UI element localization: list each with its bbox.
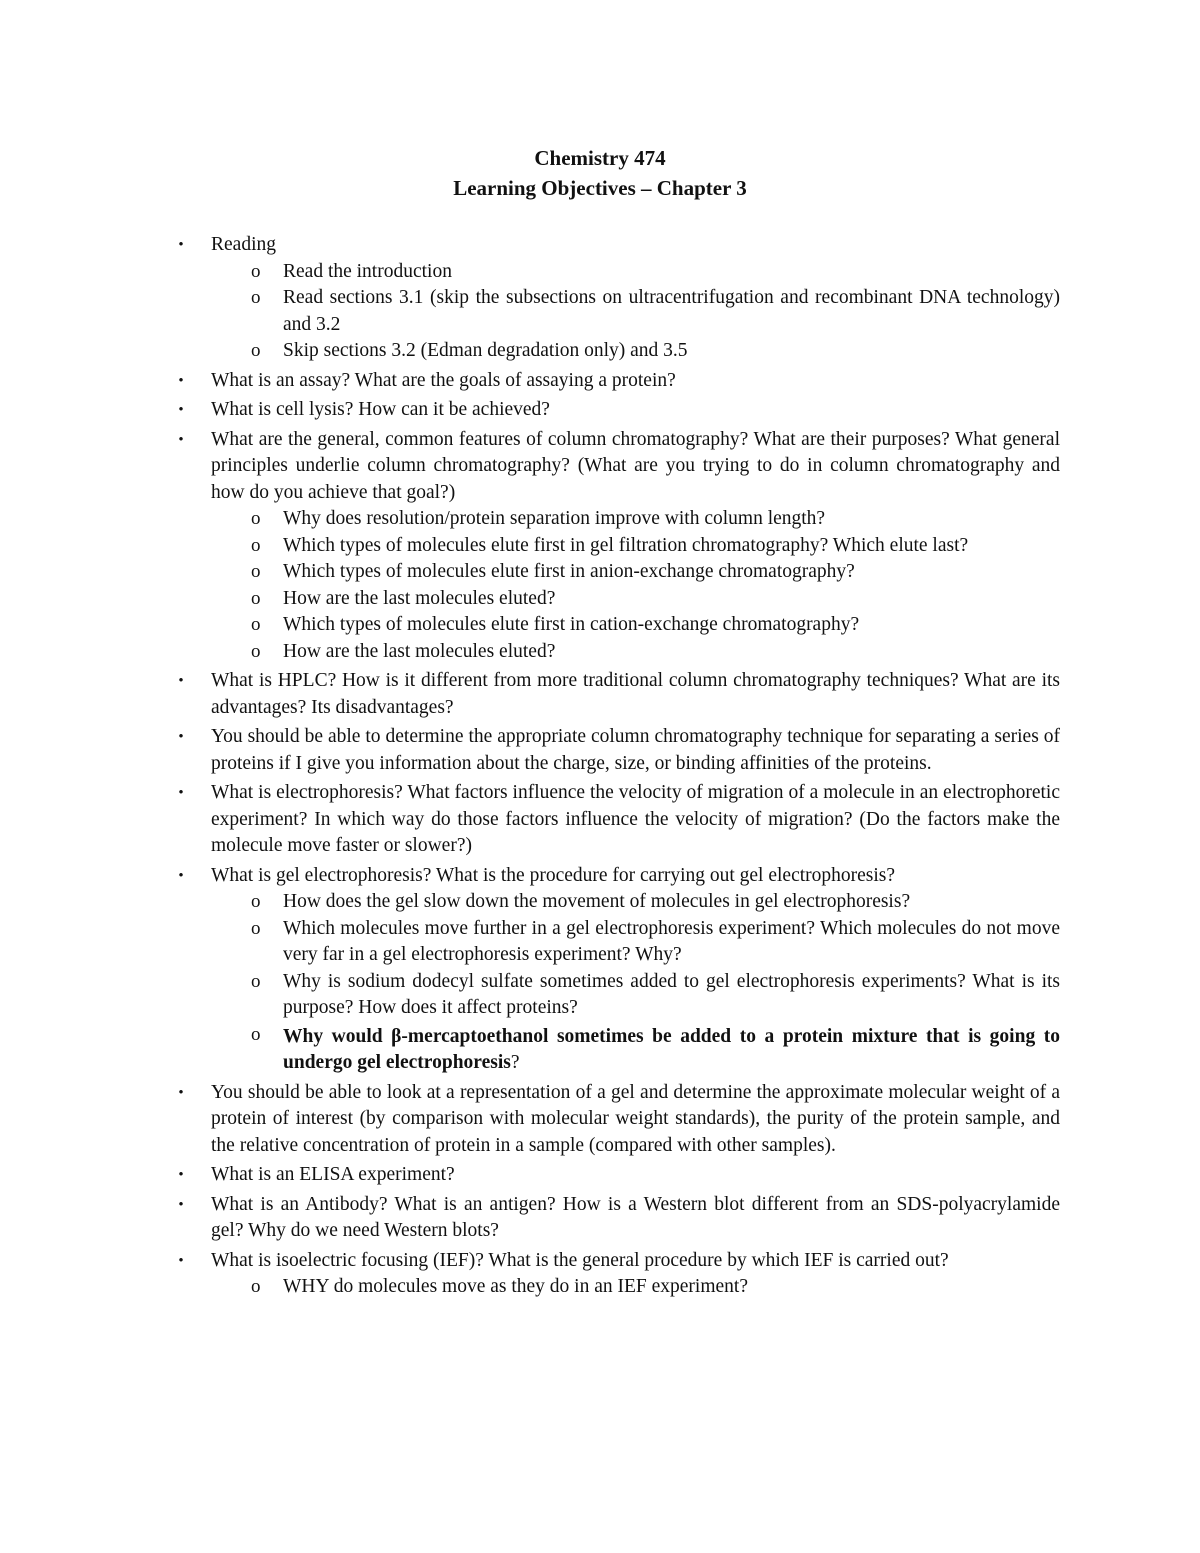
sub-item-text: How are the last molecules eluted? [283, 640, 556, 662]
bullet-icon: • [178, 237, 184, 253]
sub-item-text: Which molecules move further in a gel electrophoresis experiment? Which molecules do not move very far in a gel electrophoresis experiment? Why? [283, 917, 1060, 965]
item-text: Reading [211, 234, 276, 255]
list-item [175, 780, 1060, 860]
sub-list-item [175, 639, 1060, 666]
sub-list-item [175, 889, 1060, 916]
sub-list-item [175, 533, 1060, 560]
item-text: What is an Antibody? What is an antigen? How is a Western blot different from an SDS-polyacrylamide gel? Why do we need Western blots? [211, 1193, 1060, 1241]
sub-list-item [175, 559, 1060, 586]
sub-list-item [175, 285, 1060, 338]
sub-bullet-icon: o [251, 1276, 261, 1297]
list-item [175, 724, 1060, 777]
list-item [175, 368, 1060, 395]
sub-bullet-icon: o [251, 508, 261, 529]
item-text: What is isoelectric focusing (IEF)? What is the general procedure by which IEF is carried out? [211, 1249, 949, 1271]
sub-list-item [175, 586, 1060, 613]
sub-item-text-bold: Why would β-mercaptoethanol sometimes be added to a protein mixture that is going to undergo gel electrophoresis [283, 1025, 1060, 1073]
list-item [175, 232, 1060, 365]
sub-list-item [175, 506, 1060, 533]
sub-item-text: Why is sodium dodecyl sulfate sometimes added to gel electrophoresis experiments? What is its purpose? How does it affect proteins? [283, 970, 1060, 1018]
sub-item-text: Which types of molecules elute first in gel filtration chromatography? Which elute last? [283, 534, 969, 556]
bullet-icon: • [178, 372, 184, 389]
page-subtitle: Learning Objectives – Chapter 3 [453, 176, 747, 200]
list-item [175, 668, 1060, 721]
sub-item-text: How does the gel slow down the movement of molecules in gel electrophoresis? [283, 891, 911, 912]
sub-bullet-icon: o [251, 534, 261, 556]
sub-item-text: Why does resolution/protein separation improve with column length? [283, 508, 826, 529]
bullet-icon: • [178, 1167, 184, 1183]
item-text: What is HPLC? How is it different from more traditional column chromatography techniques? What are its advantages? Its disadvantages? [211, 670, 1060, 718]
sub-bullet-icon: o [251, 891, 261, 912]
sub-bullet-icon: o [251, 1023, 261, 1045]
list-item [175, 427, 1060, 666]
sub-list-item [175, 259, 1060, 286]
sub-list-item [175, 612, 1060, 639]
bullet-icon: • [178, 431, 184, 448]
bullet-icon: • [178, 785, 184, 801]
bullet-icon: • [178, 1196, 184, 1213]
bullet-icon: • [178, 729, 184, 745]
sub-list-item [175, 1022, 1060, 1077]
sub-item-text: Skip sections 3.2 (Edman degradation only) and 3.5 [283, 340, 688, 361]
list-item [175, 1162, 1060, 1189]
sub-bullet-icon: o [251, 614, 261, 635]
sub-bullet-icon: o [251, 561, 261, 582]
sub-bullet-icon: o [251, 587, 261, 609]
bullet-icon: • [178, 402, 184, 418]
item-text: What are the general, common features of column chromatography? What are their purposes? What general principles underlie column chromatography? (What are you trying to do in column chromatography and how do you achieve that goal?) [211, 428, 1060, 503]
item-text: What is cell lysis? How can it be achieved? [211, 399, 550, 420]
sub-bullet-icon: o [251, 917, 261, 939]
sub-item-text: Which types of molecules elute first in cation-exchange chromatography? [283, 614, 860, 635]
list-item [175, 397, 1060, 424]
bullet-icon: • [178, 867, 184, 884]
item-text: What is an assay? What are the goals of assaying a protein? [211, 369, 676, 391]
page-title: Chemistry 474 [534, 146, 666, 170]
sub-bullet-icon: o [251, 970, 261, 992]
item-text: You should be able to determine the appropriate column chromatography technique for separating a series of proteins if I give you information about the charge, size, or binding affinities of the proteins. [211, 726, 1060, 774]
sub-item-text: Read sections 3.1 (skip the subsections on ultracentrifugation and recombinant DNA technology) and 3.2 [283, 287, 1060, 335]
sub-list-item [175, 1274, 1060, 1301]
bullet-icon: • [178, 1084, 184, 1101]
item-text: What is an ELISA experiment? [211, 1164, 455, 1185]
sub-bullet-icon: o [251, 260, 261, 282]
sub-item-text: How are the last molecules eluted? [283, 587, 556, 609]
sub-item-text: WHY do molecules move as they do in an IEF experiment? [283, 1276, 748, 1297]
sub-list-item [175, 969, 1060, 1022]
list-item [175, 1080, 1060, 1160]
item-text: What is gel electrophoresis? What is the procedure for carrying out gel electrophoresis? [211, 864, 896, 886]
item-text: You should be able to look at a representation of a gel and determine the approximate molecular weight of a protein of interest (by comparison with molecular weight standards), the purity of the protein sample, and the relative concentration of protein in a sample (compared with other samples). [211, 1081, 1060, 1156]
list-item [175, 863, 1060, 1077]
list-item [175, 1192, 1060, 1245]
sub-list-item [175, 916, 1060, 969]
bullet-icon: • [178, 1252, 184, 1269]
list-item [175, 1248, 1060, 1301]
sub-bullet-icon: o [251, 640, 261, 662]
sub-item-text: Which types of molecules elute first in anion-exchange chromatography? [283, 561, 855, 582]
bullet-icon: • [178, 673, 184, 689]
sub-item-text-end: ? [510, 1052, 520, 1073]
sub-bullet-icon: o [251, 340, 261, 361]
sub-item-text: Read the introduction [283, 260, 452, 282]
objectives-list [175, 232, 1060, 1304]
item-text: What is electrophoresis? What factors influence the velocity of migration of a molecule in an electrophoretic experiment? In which way do those factors influence the velocity of migration? (Do the factors make the molecule move faster or slower?) [211, 782, 1060, 856]
sub-list-item [175, 338, 1060, 365]
sub-bullet-icon: o [251, 287, 261, 308]
